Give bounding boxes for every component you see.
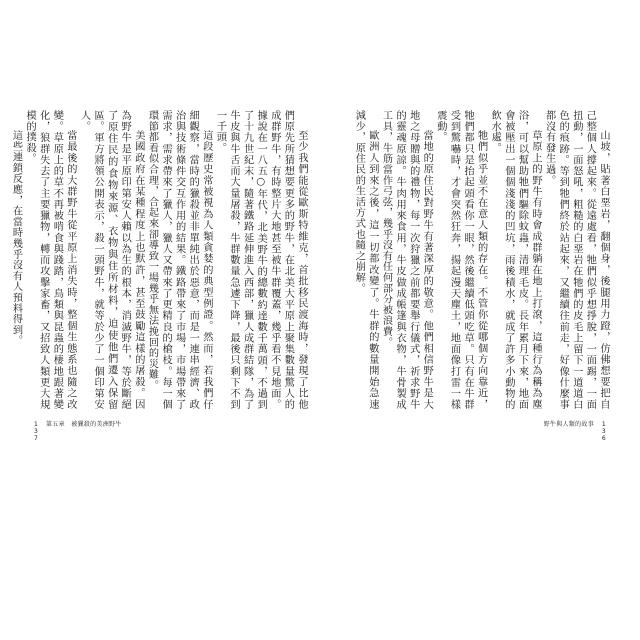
paragraph: 美國政府在某種程度上也默許，甚至鼓勵這樣的屠殺。因為野牛是平原印第安人賴以為生的根本，消滅野牛，等於斷絕了原住民的食物來源、衣物與住所材料，迫使他們遷入保留區。軍方將領公開表示，殺一頭野牛，就等於少了一個印第安人。	[78, 110, 144, 410]
paragraph: 歐洲人到來之後，這一切都改變了。牛群的數量開始急速減少，原住民的生活方式也隨之崩解。	[353, 110, 378, 410]
paragraph: 草原上的野牛有時會成群躺在地上打滾，這種行為稱為塵浴，可以幫助牠們驅除蚊蟲，清理毛皮。長年累月下來，地面會被壓出一個個淺淺的凹坑，雨後積水，就成了許多小動物的飲水處。	[489, 110, 542, 410]
right-page-footer	[544, 421, 606, 442]
left-page-footer	[34, 421, 122, 442]
paragraph: 當最後的大群野牛從平原上消失時，整個生態系也隨之改變。草原上的草不再被啃食與踐踏，鳥類與昆蟲的棲地跟著變化，狼群失去了主要獵物，轉而攻擊家畜，又招致人類更大規模的撲殺。	[24, 110, 76, 410]
right-page	[332, 110, 610, 410]
paragraph: 牠們似乎並不在意人類的存在。不管你從哪個方向靠近，牠們都只是抬起頭看你一眼，然後繼續低頭吃草。只有在牛群受到驚嚇時，才會突然狂奔，揚起漫天塵土，地面像打雷一樣震動。	[434, 110, 487, 410]
left-page-text	[9, 110, 308, 410]
page-number-right: 136	[601, 421, 606, 442]
running-title: 野牛與人類的故事	[543, 421, 594, 428]
page-number-left: 137	[34, 421, 39, 442]
paragraph: 至少我們能從歐斯特維克，首批移民渡海時，發現了比他們原先所猜想要更多的野牛，在北美大平原上聚集數量驚人的成群野牛，有時整片大地甚至被牛群覆蓋，幾乎看不見地面。據說在一八五○年代，北美野牛的總數約達數千萬頭，不過到了十九世紀末，隨著鐵路延伸進入西部，獵人成群結隊，為了牛皮與牛舌而大量屠殺，牛群數量急遽下降，最後只剩下不到一千頭。	[214, 110, 307, 410]
paragraph: 當地的原住民對野牛有著深厚的敬意。他們相信野牛是大地之母贈與的禮物，每一次狩獵之前都要舉行儀式，祈求野牛的靈魂原諒。牛肉用來食用，牛皮做成帳篷與衣物，牛骨製成工具，牛筋當作弓弦，幾乎沒有任何部分被浪費。	[380, 110, 433, 410]
paragraph: 這些連鎖反應，在當時幾乎沒有人預料得到。	[10, 130, 22, 347]
left-page	[10, 110, 308, 410]
paragraph: 這段歷史常被視為人類貪婪的典型例證。然而，若我們仔細觀察，當時的獵殺並非單純出於惡意，而是一連串經濟、政治與技術條件交互作用的結果。鐵路帶來了市場，市場帶來了需求，需求帶來了獵人，獵人又帶來了更精良的槍枝。每一個環節都看似合理，合起來卻導致一場幾乎無法挽回的災難。	[146, 110, 212, 410]
book-gutter	[318, 100, 319, 420]
paragraph: 山坡，貼著白堊岩，翻個身，後腿用力蹬，仿佛想要把自己整個人撐起來。從遠處看，牠們似乎想掙脫，一面踢，一面扭動，一面怒吼，粗糙的白堊岩在牠們的皮毛上留下一道道白色的痕跡。等到牠們終於站起來，又繼續往前走，好像什麼事都沒有發生過。	[543, 110, 609, 410]
chapter-title: 第五章 被獵殺的美洲野牛	[46, 421, 122, 428]
right-page-text	[352, 110, 610, 410]
